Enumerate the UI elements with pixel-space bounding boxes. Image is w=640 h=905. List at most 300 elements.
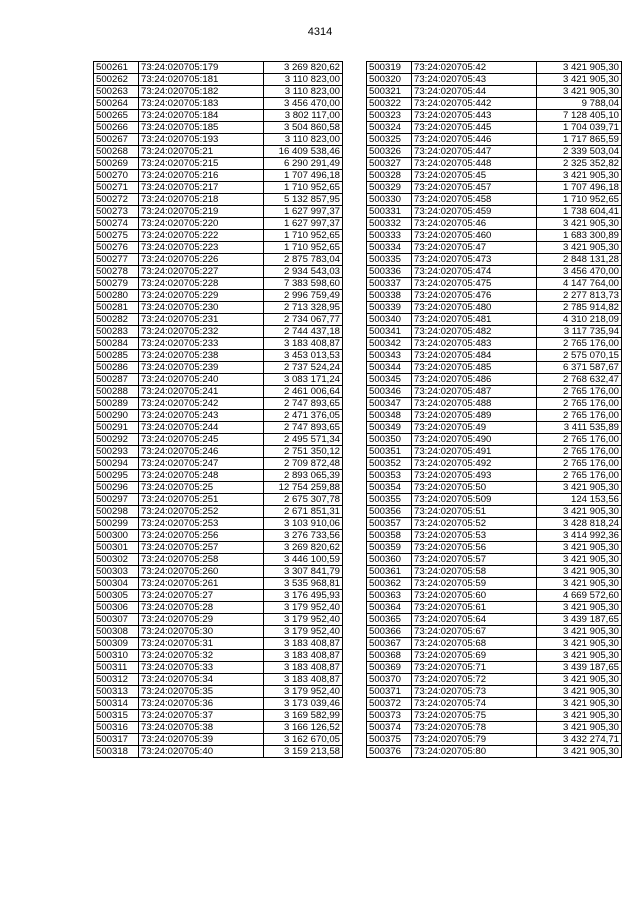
table-row [367, 302, 622, 314]
cadastral-value: 1 683 300,89 [537, 230, 622, 242]
table-row [367, 410, 622, 422]
table-row [94, 122, 343, 134]
table-row [367, 350, 622, 362]
cadastral-number: 73:24:020705:487 [412, 386, 537, 398]
table-row [367, 602, 622, 614]
cadastral-value: 3 428 818,24 [537, 518, 622, 530]
cadastral-number: 73:24:020705:58 [412, 566, 537, 578]
row-number: 500369 [367, 662, 412, 674]
row-number: 500364 [367, 602, 412, 614]
cadastral-number: 73:24:020705:493 [412, 470, 537, 482]
row-number: 500368 [367, 650, 412, 662]
cadastral-number: 73:24:020705:25 [139, 482, 264, 494]
table-row [94, 458, 343, 470]
cadastral-value: 3 183 408,87 [264, 674, 343, 686]
cadastral-value: 3 421 905,30 [537, 722, 622, 734]
cadastral-value: 1 738 604,41 [537, 206, 622, 218]
cadastral-value: 3 307 841,79 [264, 566, 343, 578]
row-number: 500327 [367, 158, 412, 170]
table-row [367, 134, 622, 146]
cadastral-number: 73:24:020705:29 [139, 614, 264, 626]
cadastral-number: 73:24:020705:490 [412, 434, 537, 446]
cadastral-value: 3 083 171,24 [264, 374, 343, 386]
row-number: 500317 [94, 734, 139, 746]
row-number: 500370 [367, 674, 412, 686]
cadastral-value: 3 421 905,30 [537, 650, 622, 662]
table-row [94, 578, 343, 590]
row-number: 500347 [367, 398, 412, 410]
table-row [94, 158, 343, 170]
row-number: 500344 [367, 362, 412, 374]
cadastral-value: 3 183 408,87 [264, 638, 343, 650]
cadastral-number: 73:24:020705:30 [139, 626, 264, 638]
cadastral-value: 3 269 820,62 [264, 62, 343, 74]
row-number: 500363 [367, 590, 412, 602]
cadastral-value: 1 710 952,65 [264, 182, 343, 194]
row-number: 500306 [94, 602, 139, 614]
row-number: 500332 [367, 218, 412, 230]
cadastral-value: 4 310 218,09 [537, 314, 622, 326]
table-row [367, 578, 622, 590]
row-number: 500351 [367, 446, 412, 458]
table-row [367, 710, 622, 722]
row-number: 500267 [94, 134, 139, 146]
cadastral-value: 3 110 823,00 [264, 134, 343, 146]
cadastral-number: 73:24:020705:69 [412, 650, 537, 662]
cadastral-value: 2 765 176,00 [537, 410, 622, 422]
cadastral-value: 3 439 187,65 [537, 662, 622, 674]
table-row [367, 98, 622, 110]
cadastral-value: 1 710 952,65 [264, 230, 343, 242]
cadastral-value: 2 713 328,95 [264, 302, 343, 314]
cadastral-number: 73:24:020705:21 [139, 146, 264, 158]
row-number: 500271 [94, 182, 139, 194]
row-number: 500288 [94, 386, 139, 398]
cadastral-value: 3 421 905,30 [537, 218, 622, 230]
table-row [367, 554, 622, 566]
row-number: 500339 [367, 302, 412, 314]
cadastral-number: 73:24:020705:57 [412, 554, 537, 566]
row-number: 500375 [367, 734, 412, 746]
cadastral-number: 73:24:020705:37 [139, 710, 264, 722]
cadastral-value: 3 421 905,30 [537, 170, 622, 182]
table-row [367, 518, 622, 530]
row-number: 500325 [367, 134, 412, 146]
cadastral-number: 73:24:020705:34 [139, 674, 264, 686]
cadastral-value: 1 717 865,59 [537, 134, 622, 146]
table-row [367, 698, 622, 710]
cadastral-value: 2 747 893,65 [264, 422, 343, 434]
table-row [367, 278, 622, 290]
row-number: 500322 [367, 98, 412, 110]
cadastral-value: 3 421 905,30 [537, 602, 622, 614]
table-row [367, 230, 622, 242]
table-row [367, 194, 622, 206]
table-row [367, 458, 622, 470]
cadastral-value: 1 707 496,18 [264, 170, 343, 182]
table-row [94, 650, 343, 662]
cadastral-value: 3 504 860,58 [264, 122, 343, 134]
table-row [367, 374, 622, 386]
row-number: 500326 [367, 146, 412, 158]
table-row [367, 326, 622, 338]
table-row [94, 194, 343, 206]
row-number: 500266 [94, 122, 139, 134]
row-number: 500342 [367, 338, 412, 350]
cadastral-value: 3 276 733,56 [264, 530, 343, 542]
cadastral-value: 1 627 997,37 [264, 218, 343, 230]
row-number: 500273 [94, 206, 139, 218]
cadastral-number: 73:24:020705:239 [139, 362, 264, 374]
row-number: 500313 [94, 686, 139, 698]
row-number: 500278 [94, 266, 139, 278]
cadastral-number: 73:24:020705:476 [412, 290, 537, 302]
cadastral-number: 73:24:020705:483 [412, 338, 537, 350]
row-number: 500357 [367, 518, 412, 530]
cadastral-number: 73:24:020705:182 [139, 86, 264, 98]
table-row [94, 98, 343, 110]
right-table-body [367, 62, 622, 758]
row-number: 500315 [94, 710, 139, 722]
row-number: 500371 [367, 686, 412, 698]
table-row [94, 230, 343, 242]
cadastral-number: 73:24:020705:75 [412, 710, 537, 722]
table-row [94, 242, 343, 254]
cadastral-value: 3 421 905,30 [537, 242, 622, 254]
table-row [94, 134, 343, 146]
table-row [94, 398, 343, 410]
table-row [94, 290, 343, 302]
cadastral-number: 73:24:020705:233 [139, 338, 264, 350]
cadastral-value: 2 934 543,03 [264, 266, 343, 278]
cadastral-number: 73:24:020705:181 [139, 74, 264, 86]
row-number: 500358 [367, 530, 412, 542]
cadastral-number: 73:24:020705:226 [139, 254, 264, 266]
cadastral-number: 73:24:020705:32 [139, 650, 264, 662]
row-number: 500352 [367, 458, 412, 470]
cadastral-value: 2 765 176,00 [537, 386, 622, 398]
cadastral-number: 73:24:020705:68 [412, 638, 537, 650]
row-number: 500301 [94, 542, 139, 554]
row-number: 500346 [367, 386, 412, 398]
row-number: 500298 [94, 506, 139, 518]
row-number: 500354 [367, 482, 412, 494]
table-row [94, 170, 343, 182]
cadastral-value: 2 575 070,15 [537, 350, 622, 362]
row-number: 500334 [367, 242, 412, 254]
cadastral-value: 2 765 176,00 [537, 338, 622, 350]
cadastral-number: 73:24:020705:44 [412, 86, 537, 98]
row-number: 500349 [367, 422, 412, 434]
table-row [94, 518, 343, 530]
table-row [367, 206, 622, 218]
table-row [94, 254, 343, 266]
row-number: 500367 [367, 638, 412, 650]
cadastral-value: 3 439 187,65 [537, 614, 622, 626]
cadastral-number: 73:24:020705:49 [412, 422, 537, 434]
row-number: 500297 [94, 494, 139, 506]
cadastral-value: 3 453 013,53 [264, 350, 343, 362]
row-number: 500295 [94, 470, 139, 482]
cadastral-number: 73:24:020705:50 [412, 482, 537, 494]
table-row [94, 530, 343, 542]
row-number: 500294 [94, 458, 139, 470]
row-number: 500277 [94, 254, 139, 266]
row-number: 500361 [367, 566, 412, 578]
cadastral-number: 73:24:020705:42 [412, 62, 537, 74]
row-number: 500365 [367, 614, 412, 626]
row-number: 500366 [367, 626, 412, 638]
table-row [94, 710, 343, 722]
cadastral-number: 73:24:020705:488 [412, 398, 537, 410]
table-row [94, 590, 343, 602]
table-row [367, 734, 622, 746]
row-number: 500324 [367, 122, 412, 134]
cadastral-value: 3 421 905,30 [537, 746, 622, 758]
row-number: 500261 [94, 62, 139, 74]
cadastral-number: 73:24:020705:47 [412, 242, 537, 254]
table-row [94, 410, 343, 422]
table-row [94, 362, 343, 374]
cadastral-value: 3 456 470,00 [264, 98, 343, 110]
cadastral-number: 73:24:020705:261 [139, 578, 264, 590]
cadastral-number: 73:24:020705:80 [412, 746, 537, 758]
table-row [94, 614, 343, 626]
cadastral-number: 73:24:020705:38 [139, 722, 264, 734]
row-number: 500320 [367, 74, 412, 86]
table-row [94, 734, 343, 746]
table-row [94, 482, 343, 494]
cadastral-value: 2 765 176,00 [537, 446, 622, 458]
row-number: 500314 [94, 698, 139, 710]
cadastral-value: 3 159 213,58 [264, 746, 343, 758]
row-number: 500376 [367, 746, 412, 758]
cadastral-value: 3 421 905,30 [537, 74, 622, 86]
cadastral-value: 2 471 376,05 [264, 410, 343, 422]
row-number: 500341 [367, 326, 412, 338]
row-number: 500311 [94, 662, 139, 674]
row-number: 500373 [367, 710, 412, 722]
row-number: 500321 [367, 86, 412, 98]
cadastral-value: 3 421 905,30 [537, 626, 622, 638]
cadastral-value: 2 751 350,12 [264, 446, 343, 458]
table-row [367, 158, 622, 170]
table-row [94, 662, 343, 674]
row-number: 500316 [94, 722, 139, 734]
cadastral-value: 2 765 176,00 [537, 458, 622, 470]
table-row [367, 122, 622, 134]
cadastral-number: 73:24:020705:240 [139, 374, 264, 386]
cadastral-value: 2 737 524,24 [264, 362, 343, 374]
row-number: 500335 [367, 254, 412, 266]
cadastral-number: 73:24:020705:27 [139, 590, 264, 602]
cadastral-value: 9 788,04 [537, 98, 622, 110]
table-row [94, 686, 343, 698]
cadastral-number: 73:24:020705:218 [139, 194, 264, 206]
cadastral-value: 3 166 126,52 [264, 722, 343, 734]
cadastral-number: 73:24:020705:442 [412, 98, 537, 110]
table-row [367, 254, 622, 266]
cadastral-number: 73:24:020705:28 [139, 602, 264, 614]
table-row [367, 266, 622, 278]
row-number: 500337 [367, 278, 412, 290]
table-row [367, 638, 622, 650]
cadastral-value: 1 707 496,18 [537, 182, 622, 194]
cadastral-value: 3 183 408,87 [264, 338, 343, 350]
table-row [367, 530, 622, 542]
cadastral-number: 73:24:020705:229 [139, 290, 264, 302]
row-number: 500269 [94, 158, 139, 170]
table-row [94, 374, 343, 386]
table-row [94, 470, 343, 482]
table-row [367, 74, 622, 86]
cadastral-number: 73:24:020705:40 [139, 746, 264, 758]
row-number: 500265 [94, 110, 139, 122]
row-number: 500374 [367, 722, 412, 734]
row-number: 500348 [367, 410, 412, 422]
table-row [367, 626, 622, 638]
cadastral-number: 73:24:020705:33 [139, 662, 264, 674]
cadastral-value: 3 179 952,40 [264, 626, 343, 638]
cadastral-value: 4 147 764,00 [537, 278, 622, 290]
row-number: 500279 [94, 278, 139, 290]
cadastral-number: 73:24:020705:179 [139, 62, 264, 74]
row-number: 500283 [94, 326, 139, 338]
cadastral-number: 73:24:020705:228 [139, 278, 264, 290]
row-number: 500296 [94, 482, 139, 494]
table-row [367, 338, 622, 350]
table-row [367, 494, 622, 506]
row-number: 500350 [367, 434, 412, 446]
cadastral-value: 2 671 851,31 [264, 506, 343, 518]
cadastral-value: 124 153,56 [537, 494, 622, 506]
row-number: 500280 [94, 290, 139, 302]
row-number: 500289 [94, 398, 139, 410]
table-row [94, 566, 343, 578]
row-number: 500338 [367, 290, 412, 302]
table-row [367, 398, 622, 410]
cadastral-number: 73:24:020705:217 [139, 182, 264, 194]
table-row [94, 698, 343, 710]
row-number: 500291 [94, 422, 139, 434]
row-number: 500345 [367, 374, 412, 386]
cadastral-number: 73:24:020705:489 [412, 410, 537, 422]
row-number: 500282 [94, 314, 139, 326]
table-row [94, 542, 343, 554]
cadastral-value: 3 421 905,30 [537, 482, 622, 494]
cadastral-number: 73:24:020705:216 [139, 170, 264, 182]
cadastral-number: 73:24:020705:215 [139, 158, 264, 170]
table-row [367, 290, 622, 302]
row-number: 500359 [367, 542, 412, 554]
row-number: 500307 [94, 614, 139, 626]
cadastral-value: 2 747 893,65 [264, 398, 343, 410]
cadastral-number: 73:24:020705:64 [412, 614, 537, 626]
cadastral-number: 73:24:020705:73 [412, 686, 537, 698]
row-number: 500272 [94, 194, 139, 206]
table-row [367, 482, 622, 494]
row-number: 500328 [367, 170, 412, 182]
cadastral-number: 73:24:020705:51 [412, 506, 537, 518]
table-row [367, 422, 622, 434]
row-number: 500331 [367, 206, 412, 218]
cadastral-number: 73:24:020705:227 [139, 266, 264, 278]
left-table-body [94, 62, 343, 758]
table-row [94, 146, 343, 158]
row-number: 500336 [367, 266, 412, 278]
cadastral-value: 2 495 571,34 [264, 434, 343, 446]
table-row [367, 542, 622, 554]
cadastral-value: 3 173 039,46 [264, 698, 343, 710]
row-number: 500268 [94, 146, 139, 158]
cadastral-number: 73:24:020705:79 [412, 734, 537, 746]
cadastral-number: 73:24:020705:74 [412, 698, 537, 710]
cadastral-value: 2 765 176,00 [537, 398, 622, 410]
cadastral-number: 73:24:020705:460 [412, 230, 537, 242]
row-number: 500356 [367, 506, 412, 518]
cadastral-number: 73:24:020705:193 [139, 134, 264, 146]
table-row [367, 218, 622, 230]
table-row [367, 362, 622, 374]
table-row [367, 446, 622, 458]
row-number: 500281 [94, 302, 139, 314]
table-row [94, 218, 343, 230]
cadastral-value: 16 409 538,46 [264, 146, 343, 158]
cadastral-number: 73:24:020705:238 [139, 350, 264, 362]
cadastral-number: 73:24:020705:39 [139, 734, 264, 746]
row-number: 500290 [94, 410, 139, 422]
row-number: 500362 [367, 578, 412, 590]
row-number: 500319 [367, 62, 412, 74]
cadastral-table-right [366, 61, 622, 758]
table-row [367, 470, 622, 482]
cadastral-number: 73:24:020705:446 [412, 134, 537, 146]
cadastral-value: 2 461 006,64 [264, 386, 343, 398]
row-number: 500329 [367, 182, 412, 194]
cadastral-value: 1 704 039,71 [537, 122, 622, 134]
table-row [94, 326, 343, 338]
table-row [367, 182, 622, 194]
cadastral-value: 3 411 535,89 [537, 422, 622, 434]
cadastral-value: 3 421 905,30 [537, 86, 622, 98]
cadastral-number: 73:24:020705:253 [139, 518, 264, 530]
cadastral-value: 1 627 997,37 [264, 206, 343, 218]
page-number: 4314 [307, 26, 333, 38]
cadastral-number: 73:24:020705:486 [412, 374, 537, 386]
cadastral-number: 73:24:020705:458 [412, 194, 537, 206]
cadastral-value: 3 176 495,93 [264, 590, 343, 602]
row-number: 500355 [367, 494, 412, 506]
cadastral-value: 3 103 910,06 [264, 518, 343, 530]
table-row [367, 566, 622, 578]
cadastral-number: 73:24:020705:185 [139, 122, 264, 134]
row-number: 500360 [367, 554, 412, 566]
cadastral-number: 73:24:020705:258 [139, 554, 264, 566]
cadastral-value: 3 421 905,30 [537, 698, 622, 710]
cadastral-value: 3 421 905,30 [537, 710, 622, 722]
row-number: 500340 [367, 314, 412, 326]
cadastral-value: 2 996 759,49 [264, 290, 343, 302]
cadastral-number: 73:24:020705:256 [139, 530, 264, 542]
cadastral-value: 6 290 291,49 [264, 158, 343, 170]
row-number: 500275 [94, 230, 139, 242]
table-row [94, 506, 343, 518]
table-row [367, 674, 622, 686]
cadastral-number: 73:24:020705:243 [139, 410, 264, 422]
cadastral-number: 73:24:020705:241 [139, 386, 264, 398]
cadastral-value: 3 446 100,59 [264, 554, 343, 566]
row-number: 500330 [367, 194, 412, 206]
